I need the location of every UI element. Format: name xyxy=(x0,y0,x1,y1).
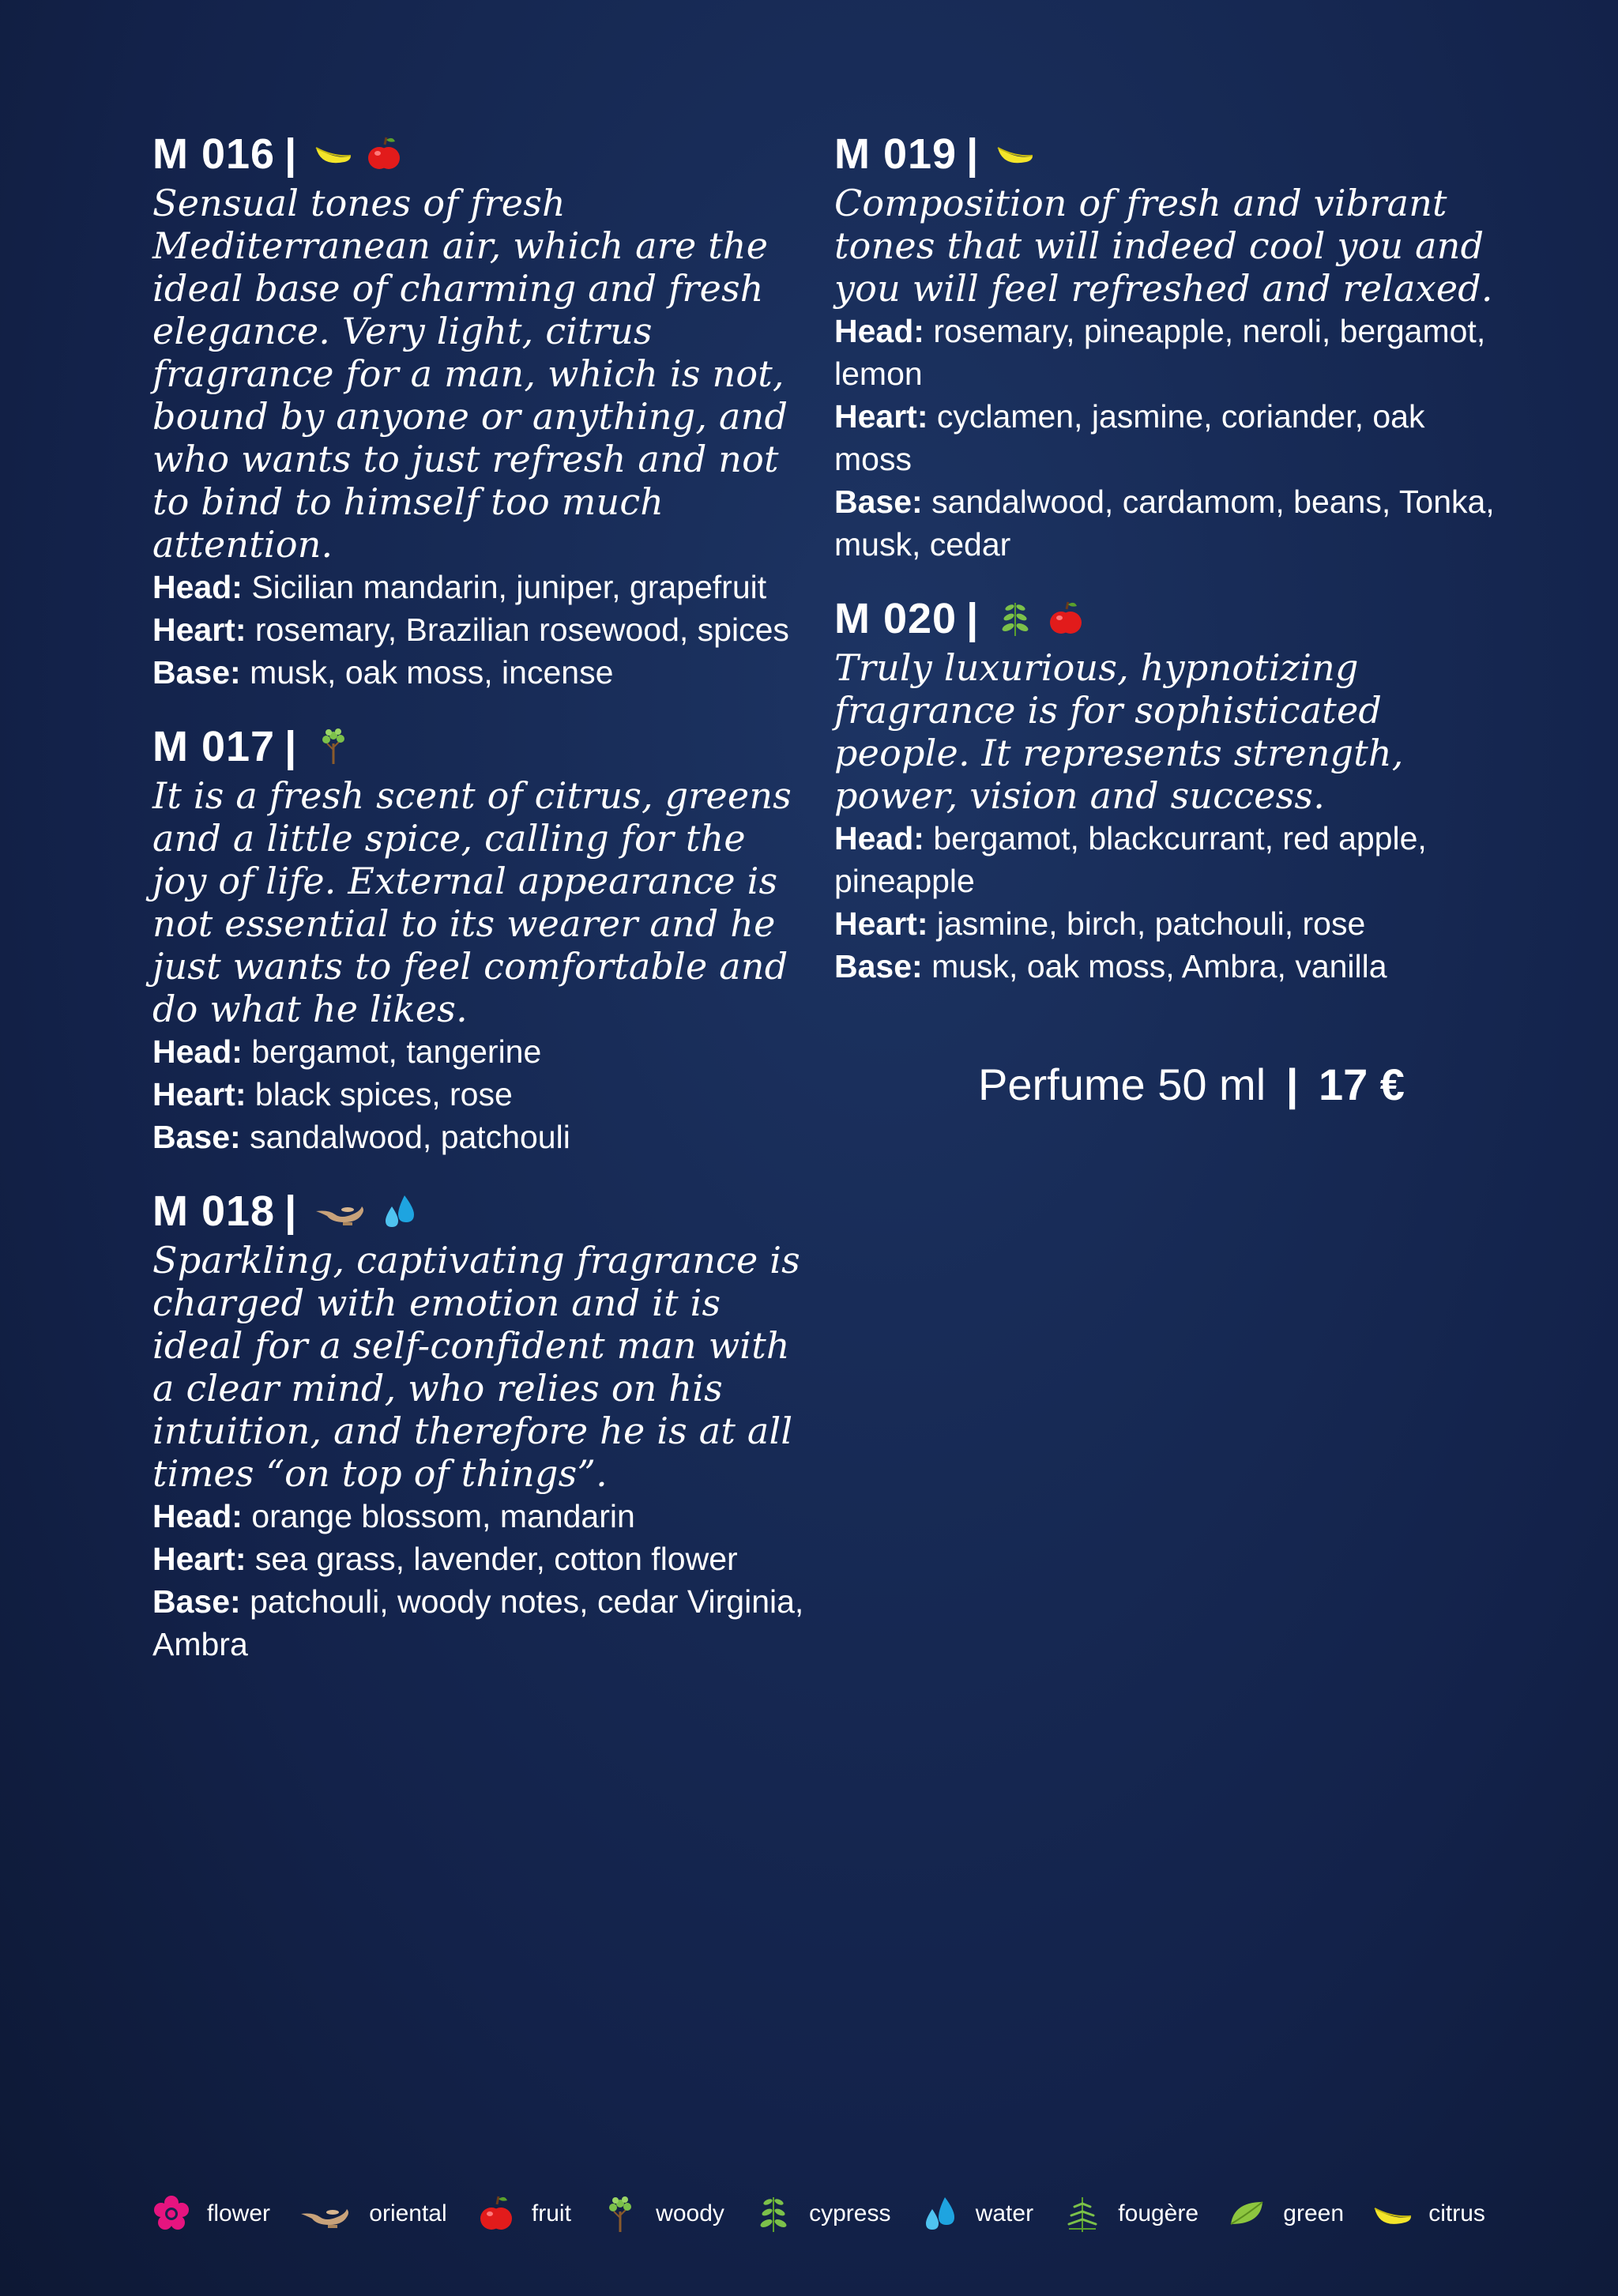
product-title-row xyxy=(152,719,808,774)
product-title-row xyxy=(834,591,1498,646)
legend-item-oriental xyxy=(298,2192,446,2235)
heart-notes-value: sea grass, lavender, cotton flower xyxy=(254,1541,738,1577)
base-notes-value: sandalwood, patchouli xyxy=(250,1119,570,1155)
head-notes-value: orange blossom, mandarin xyxy=(251,1498,635,1534)
product-code: M 019 xyxy=(834,130,958,178)
base-notes-value: sandalwood, cardamom, beans, Tonka, musk, cedar xyxy=(834,484,1495,563)
title-separator: | xyxy=(966,130,980,178)
head-notes xyxy=(834,310,1498,395)
product-code: M 018 xyxy=(152,1188,276,1235)
heart-notes xyxy=(834,395,1498,480)
price-separator: | xyxy=(1285,1060,1299,1109)
head-notes-value: bergamot, tangerine xyxy=(251,1033,542,1070)
product-m020 xyxy=(834,591,1498,988)
price-line xyxy=(978,1057,1405,1112)
heart-notes-value: jasmine, birch, patchouli, rose xyxy=(936,905,1366,942)
fruit-icon xyxy=(475,2192,517,2235)
legend-label: flower xyxy=(207,2200,271,2226)
woody-icon xyxy=(599,2192,642,2235)
legend-item-citrus xyxy=(1372,2192,1485,2235)
head-notes xyxy=(152,1030,808,1073)
product-description: Composition of fresh and vibrant tones that will indeed cool you and you will feel refreshed and relaxed. xyxy=(834,182,1493,310)
head-notes-value: rosemary, pineapple, neroli, bergamot, lemon xyxy=(834,313,1486,392)
oriental-icon xyxy=(298,2192,355,2235)
head-label: Head: xyxy=(152,569,243,605)
base-notes-value: patchouli, woody notes, cedar Virginia, Ambra xyxy=(152,1583,804,1662)
head-notes-value: bergamot, blackcurrant, red apple, pineapple xyxy=(834,820,1427,899)
fruit-icon xyxy=(1045,598,1086,639)
base-label: Base: xyxy=(152,1583,241,1620)
water-icon xyxy=(379,1191,420,1232)
base-label: Base: xyxy=(152,654,241,691)
legend-label: citrus xyxy=(1428,2200,1485,2226)
heart-label: Heart: xyxy=(152,1076,246,1112)
heart-notes xyxy=(152,608,808,651)
legend-label: fruit xyxy=(531,2200,571,2226)
green-icon xyxy=(1226,2192,1269,2235)
heart-notes xyxy=(152,1073,808,1116)
left-column xyxy=(152,126,808,1691)
product-m018 xyxy=(152,1184,808,1666)
legend-item-woody xyxy=(599,2192,724,2235)
base-notes xyxy=(834,945,1498,988)
product-description: Sparkling, captivating fragrance is charged with emotion and it is ideal for a self-confident man with a clear mind, who relies on his intuition, and therefore he is at all times “on top of things”. xyxy=(152,1239,800,1495)
price-amount: 17 € xyxy=(1318,1060,1405,1109)
fougere-icon xyxy=(1061,2192,1104,2235)
head-label: Head: xyxy=(152,1498,243,1534)
title-separator: | xyxy=(966,595,980,642)
product-title-row xyxy=(152,126,808,182)
legend-item-fruit xyxy=(475,2192,571,2235)
heart-label: Heart: xyxy=(834,905,928,942)
head-notes xyxy=(834,817,1498,902)
citrus-icon xyxy=(995,134,1036,175)
head-notes-value: Sicilian mandarin, juniper, grapefruit xyxy=(251,569,767,605)
woody-icon xyxy=(313,726,354,767)
fragrance-legend xyxy=(150,2189,1485,2239)
product-description: It is a fresh scent of citrus, greens and a little spice, calling for the joy of life. External appearance is not essential to its wearer and he just wants to feel comfortable and do what he likes. xyxy=(152,774,792,1030)
base-notes-value: musk, oak moss, incense xyxy=(250,654,614,691)
product-code: M 020 xyxy=(834,595,958,642)
legend-label: cypress xyxy=(809,2200,891,2226)
heart-label: Heart: xyxy=(152,1541,246,1577)
title-separator: | xyxy=(284,1188,298,1235)
legend-label: water xyxy=(975,2200,1034,2226)
legend-label: woody xyxy=(656,2200,724,2226)
base-label: Base: xyxy=(152,1119,241,1155)
product-m016 xyxy=(152,126,808,694)
title-separator: | xyxy=(284,723,298,770)
right-column xyxy=(834,126,1498,1013)
citrus-icon xyxy=(313,134,354,175)
oriental-icon xyxy=(313,1191,370,1232)
base-notes xyxy=(152,1116,808,1158)
base-notes xyxy=(152,651,808,694)
product-m017 xyxy=(152,719,808,1158)
heart-notes xyxy=(152,1538,808,1580)
product-code: M 016 xyxy=(152,130,276,178)
head-notes xyxy=(152,1495,808,1538)
heart-notes xyxy=(834,902,1498,945)
legend-item-cypress xyxy=(752,2192,890,2235)
legend-item-green xyxy=(1226,2192,1344,2235)
legend-item-flower xyxy=(150,2192,270,2235)
flower-icon xyxy=(150,2192,193,2235)
head-notes xyxy=(152,566,808,608)
product-m019 xyxy=(834,126,1498,566)
heart-label: Heart: xyxy=(152,612,246,648)
legend-item-water xyxy=(919,2192,1033,2235)
legend-label: oriental xyxy=(369,2200,447,2226)
fruit-icon xyxy=(363,134,404,175)
base-notes-value: musk, oak moss, Ambra, vanilla xyxy=(931,948,1387,984)
product-description: Truly luxurious, hypnotizing fragrance is for sophisticated people. It represents strength, power, vision and success. xyxy=(834,646,1404,817)
head-label: Head: xyxy=(834,820,924,856)
water-icon xyxy=(919,2192,961,2235)
cypress-icon xyxy=(752,2192,795,2235)
head-label: Head: xyxy=(152,1033,243,1070)
heart-notes-value: cyclamen, jasmine, coriander, oak moss xyxy=(834,398,1425,477)
base-notes xyxy=(834,480,1498,566)
product-description: Sensual tones of fresh Mediterranean air, which are the ideal base of charming and fresh elegance. Very light, citrus fragrance for a man, which is not, bound by anyone or anything, and who wants to just refresh and not to bind to himself too much attention. xyxy=(152,182,788,566)
legend-label: fougère xyxy=(1118,2200,1199,2226)
base-label: Base: xyxy=(834,948,923,984)
cypress-icon xyxy=(995,598,1036,639)
citrus-icon xyxy=(1372,2192,1414,2235)
legend-label: green xyxy=(1283,2200,1345,2226)
base-label: Base: xyxy=(834,484,923,520)
price-label: Perfume 50 ml xyxy=(978,1060,1266,1109)
heart-notes-value: black spices, rose xyxy=(254,1076,513,1112)
product-title-row xyxy=(834,126,1498,182)
heart-notes-value: rosemary, Brazilian rosewood, spices xyxy=(254,612,789,648)
product-title-row xyxy=(152,1184,808,1239)
heart-label: Heart: xyxy=(834,398,928,435)
base-notes xyxy=(152,1580,808,1666)
legend-item-fougere xyxy=(1061,2192,1198,2235)
head-label: Head: xyxy=(834,313,924,349)
title-separator: | xyxy=(284,130,298,178)
product-code: M 017 xyxy=(152,723,276,770)
